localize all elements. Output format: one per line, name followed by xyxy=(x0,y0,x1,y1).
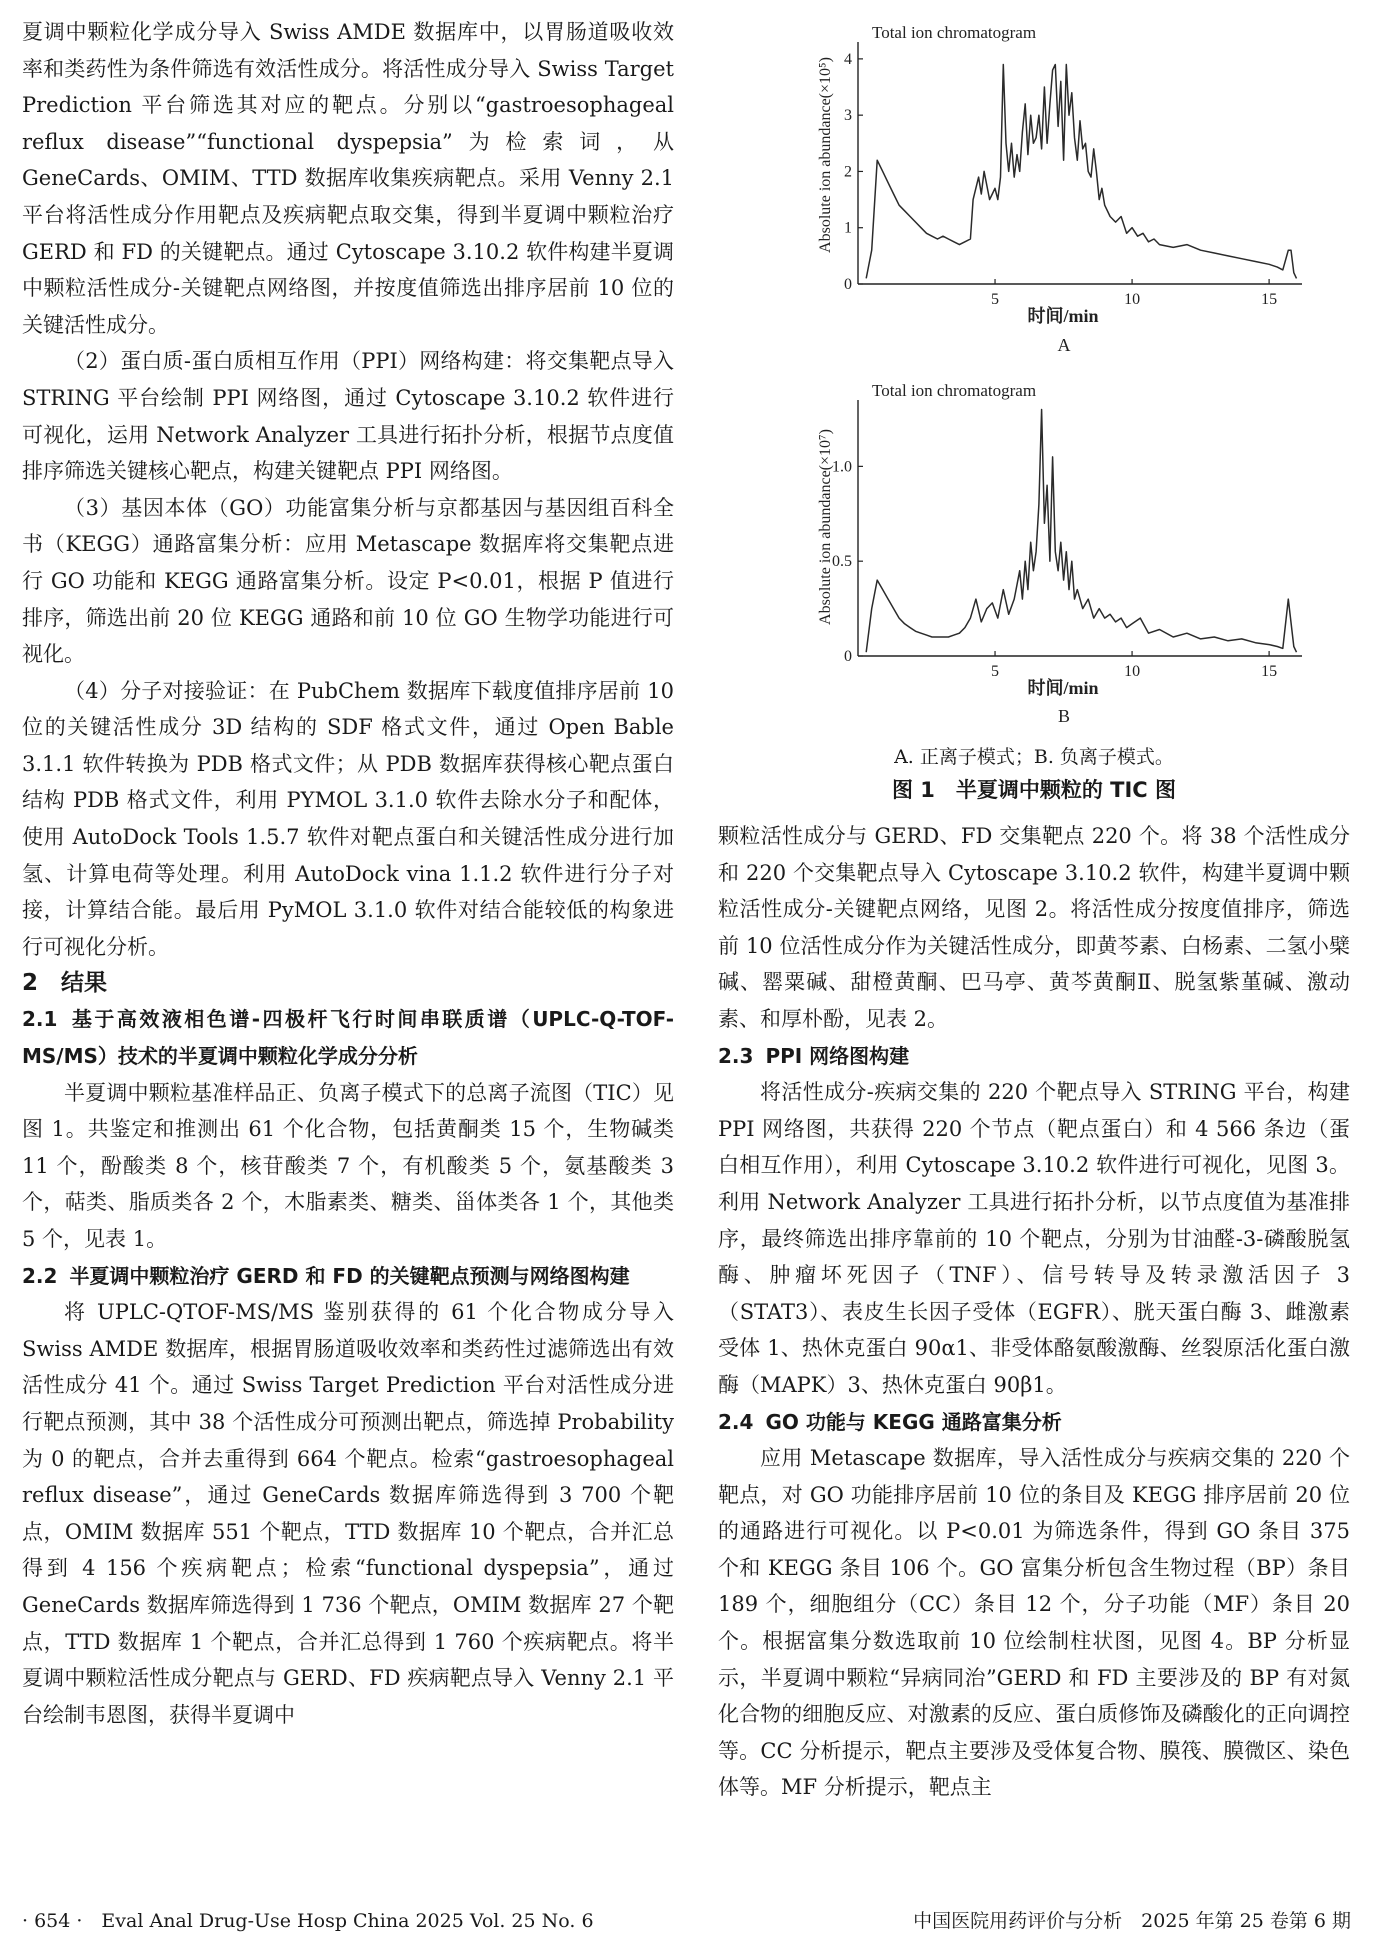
chart-b-x-axis-label: 时间/min xyxy=(1027,678,1099,698)
paragraph-results-go-kegg: 应用 Metascape 数据库，导入活性成分与疾病交集的 220 个靶点，对 GO 功能排序居前 10 位的条目及 KEGG 排序居前 20 位的通路进行可视化。以 P<0.01 为筛选条件，得到 GO 条目 375 个和 KEGG 条目 106 个。GO 富集分析包含生物过程（BP）条目 189 个，细胞组分（CC）条目 12 个，分子功能（MF）条目 20 个。根据富集分数选取前 10 位绘制柱状图，见图 4。BP 分析显示，半夏调中颗粒“异病同治”GERD 和 FD 主要涉及的 BP 有对氮化合物的细胞反应、对激素的反应、蛋白质修饰及磷酸化的正向调控等。CC 分析提示，靶点主要涉及受体复合物、膜筏、膜微区、染色体等。MF 分析提示，靶点主 xyxy=(718,1446,1350,1800)
subsection-number: 2.1 xyxy=(22,1007,58,1032)
chart-a-y-tick-label: 4 xyxy=(844,50,852,68)
chart-a-x-tick-label: 5 xyxy=(991,291,1000,308)
section-heading-results: 2 结果 xyxy=(22,970,108,997)
left-column xyxy=(22,14,674,1733)
chart-b-panel-label: B xyxy=(1057,706,1071,726)
chart-a-x-tick-label: 10 xyxy=(1124,291,1141,308)
chart-b-x-tick-label: 10 xyxy=(1124,663,1141,680)
chart-a-y-tick-label: 3 xyxy=(844,107,852,125)
chart-b-x-tick-label: 5 xyxy=(991,663,1000,680)
right-column xyxy=(718,14,1350,1806)
paragraph-methods-docking: （4）分子对接验证：在 PubChem 数据库下载度值排序居前 10 位的关键活性成分 3D 结构的 SDF 格式文件，通过 Open Bable 3.1.1 软件转换为 PDB 格式文件；从 PDB 数据库获得核心靶点蛋白结构 PDB 格式文件，利用 PYMOL 3.1.0 软件去除水分子和配体，使用 AutoDock Tools 1.5.7 软件对靶点蛋白和关键活性成分进行加氢、计算电荷等处理。利用 AutoDock vina 1.1.2 软件进行分子对接，计算结合能。最后用 PyMOL 3.1.0 软件对结合能较低的构象进行可视化分析。 xyxy=(22,678,674,959)
chart-a-panel-label: A xyxy=(1057,335,1071,355)
chart-b-y-tick-label: 0.5 xyxy=(832,553,852,571)
chart-a-y-tick-label: 0 xyxy=(844,276,852,293)
figure-caption-title: 图 1 半夏调中颗粒的 TIC 图 xyxy=(891,778,1177,802)
chart-b-title: Total ion chromatogram xyxy=(872,381,1037,400)
chart-a-positive-mode xyxy=(718,14,1350,374)
subsection-number: 2.3 xyxy=(718,1043,754,1068)
paragraph-results-network: 颗粒活性成分与 GERD、FD 交集靶点 220 个。将 38 个活性成分和 220 个交集靶点导入 Cytoscape 3.10.2 软件，构建半夏调中颗粒活性成分-关键靶点网络，见图 2。将活性成分按度值排序，筛选前 10 位活性成分作为关键活性成分，即黄芩素、白杨素、二氢小檗碱、罂粟碱、甜橙黄酮、巴马亭、黄芩黄酮Ⅱ、脱氢紫堇碱、激动素、和厚朴酚，见表 2。 xyxy=(718,824,1350,1031)
subsection-number: 2.2 xyxy=(22,1263,58,1288)
chart-b-negative-mode xyxy=(718,372,1350,732)
chart-b-x-tick-label: 15 xyxy=(1261,663,1278,680)
subsection-title: 半夏调中颗粒治疗 GERD 和 FD 的关键靶点预测与网络图构建 xyxy=(69,1263,630,1288)
subsection-number: 2.4 xyxy=(718,1409,754,1434)
subsection-heading-2-1 xyxy=(22,1001,674,1074)
chart-b-y-axis-label: Absolute ion abundance(×10⁷) xyxy=(817,429,834,625)
subsection-heading-2-4 xyxy=(718,1404,1350,1441)
subsection-title: PPI 网络图构建 xyxy=(765,1043,910,1068)
paragraph-methods-ppi: （2）蛋白质-蛋白质相互作用（PPI）网络构建：将交集靶点导入 STRING 平台绘制 PPI 网络图，通过 Cytoscape 3.10.2 软件进行可视化，运用 Network Analyzer 工具进行拓扑分析，根据节点度值排序筛选关键核心靶点，构建关键靶点 PPI 网络图。 xyxy=(22,349,674,484)
subsection-title: 基于高效液相色谱-四极杆飞行时间串联质谱（UPLC-Q-TOF-MS/MS）技术的半夏调中颗粒化学成分分析 xyxy=(22,1007,674,1069)
figure-caption-subtitle: A. 正离子模式；B. 负离子模式。 xyxy=(894,746,1174,768)
paragraph-results-targets: 将 UPLC-QTOF-MS/MS 鉴别获得的 61 个化合物成分导入 Swiss AMDE 数据库，根据胃肠道吸收效率和类药性过滤筛选出有效活性成分 41 个。通过 Swiss Target Prediction 平台对活性成分进行靶点预测，其中 38 个活性成分可预测出靶点，筛选掉 Probability 为 0 的靶点，合并去重得到 664 个靶点。检索“gastroesophageal reflux disease”，通过 GeneCards 数据库筛选得到 3 700 个靶点，OMIM 数据库 551 个靶点，TTD 数据库 10 个靶点，合并汇总得到 4 156 个疾病靶点；检索“functional dyspepsia”，通过 GeneCards 数据库筛选得到 1 736 个靶点，OMIM 数据库 27 个靶点，TTD 数据库 1 个靶点，合并汇总得到 1 760 个疾病靶点。将半夏调中颗粒活性成分靶点与 GERD、FD 疾病靶点导入 Venny 2.1 平台绘制韦恩图，获得半夏调中 xyxy=(22,1300,674,1727)
chart-b-y-tick-label: 1.0 xyxy=(832,458,852,476)
chart-a-x-tick-label: 15 xyxy=(1261,291,1278,308)
paragraph-results-tic: 半夏调中颗粒基准样品正、负离子模式下的总离子流图（TIC）见图 1。共鉴定和推测出 61 个化合物，包括黄酮类 15 个，生物碱类 11 个，酚酸类 8 个，核苷酸类 7 个，有机酸类 5 个，氨基酸类 3 个，萜类、脂质类各 2 个，木脂素类、糖类、甾体类各 1 个，其他类 5 个，见表 1。 xyxy=(22,1080,674,1251)
paragraph-methods-go-kegg: （3）基因本体（GO）功能富集分析与京都基因与基因组百科全书（KEGG）通路富集分析：应用 Metascape 数据库将交集靶点进行 GO 功能和 KEGG 通路富集分析。设定 P<0.01，根据 P 值进行排序，筛选出前 20 位 KEGG 通路和前 10 位 GO 生物学功能进行可视化。 xyxy=(22,495,674,667)
paragraph-methods-network: 夏调中颗粒化学成分导入 Swiss AMDE 数据库中，以胃肠道吸收效率和类药性为条件筛选有效活性成分。将活性成分导入 Swiss Target Prediction 平台筛选其对应的靶点。分别以“gastroesophageal reflux disease”“functional dyspepsia”为检索词，从 GeneCards、OMIM、TTD 数据库收集疾病靶点。采用 Venny 2.1 平台将活性成分作用靶点及疾病靶点取交集，得到半夏调中颗粒治疗 GERD 和 FD 的关键靶点。通过 Cytoscape 3.10.2 软件构建半夏调中颗粒活性成分-关键靶点网络图，并按度值筛选出排序居前 10 位的关键活性成分。 xyxy=(22,20,674,337)
chart-a-y-tick-label: 1 xyxy=(844,219,852,237)
figure-1 xyxy=(718,14,1350,818)
chart-a-x-axis-label: 时间/min xyxy=(1027,306,1099,326)
subsection-title: GO 功能与 KEGG 通路富集分析 xyxy=(765,1409,1062,1434)
footer-right: 中国医院用药评价与分析 2025 年第 25 卷第 6 期 xyxy=(913,1910,1351,1932)
chart-a-y-tick-label: 2 xyxy=(844,163,852,181)
chart-b-y-tick-label: 0 xyxy=(844,648,852,665)
footer-left: · 654 · Eval Anal Drug-Use Hosp China 2025 Vol. 25 No. 6 xyxy=(22,1910,594,1932)
chart-a-series-line xyxy=(866,65,1296,279)
chart-a-y-axis-label: Absolute ion abundance(×10⁵) xyxy=(817,57,834,253)
chart-b-series-line xyxy=(866,410,1296,653)
paragraph-results-ppi: 将活性成分-疾病交集的 220 个靶点导入 STRING 平台，构建 PPI 网络图，共获得 220 个节点（靶点蛋白）和 4 566 条边（蛋白相互作用），利用 Cytoscape 3.10.2 软件进行可视化，见图 3。利用 Network Analyzer 工具进行拓扑分析，以节点度值为基准排序，最终筛选出排序靠前的 10 个靶点，分别为甘油醛-3-磷酸脱氢酶、肿瘤坏死因子（TNF）、信号转导及转录激活因子 3（STAT3）、表皮生长因子受体（EGFR）、胱天蛋白酶 3、雌激素受体 1、热休克蛋白 90α1、非受体酪氨酸激酶、丝裂原活化蛋白激酶（MAPK）3、热休克蛋白 90β1。 xyxy=(718,1080,1350,1397)
subsection-heading-2-3 xyxy=(718,1038,1350,1075)
subsection-heading-2-2 xyxy=(22,1258,674,1295)
chart-a-title: Total ion chromatogram xyxy=(872,23,1037,42)
